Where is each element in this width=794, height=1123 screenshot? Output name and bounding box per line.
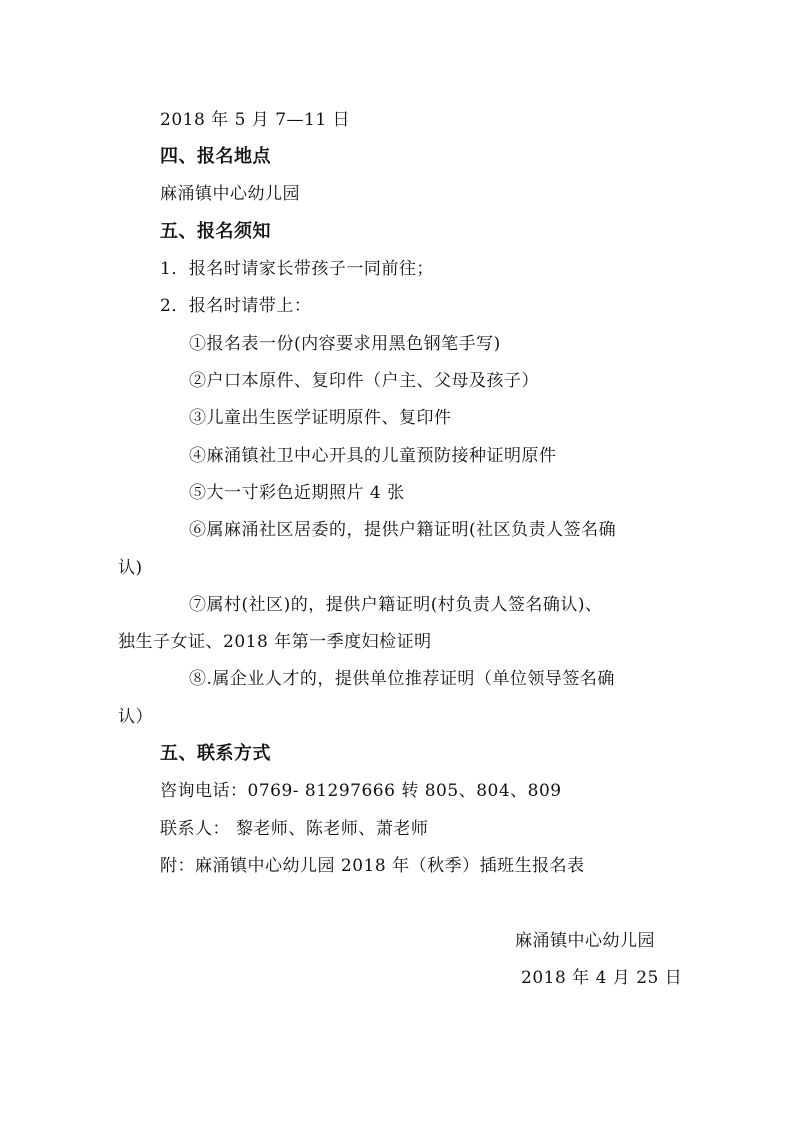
material-item-1: ①报名表一份(内容要求用黑色钢笔手写) — [189, 334, 501, 354]
contact-phone: 咨询电话：0769- 81297666 转 805、804、809 — [160, 781, 562, 801]
material-item-3: ③儿童出生医学证明原件、复印件 — [189, 408, 452, 428]
signature-org: 麻涌镇中心幼儿园 — [515, 931, 655, 951]
attachment-note: 附：麻涌镇中心幼儿园 2018 年（秋季）插班生报名表 — [160, 856, 585, 876]
material-item-7: ⑦属村(社区)的，提供户籍证明(村负责人签名确认)、 — [189, 595, 603, 615]
enrollment-dates: 2018 年 5 月 7—11 日 — [160, 110, 351, 130]
contact-heading: 五、联系方式 — [160, 743, 271, 764]
signature-date: 2018 年 4 月 25 日 — [521, 968, 683, 988]
material-item-6: ⑥属麻涌社区居委的，提供户籍证明(社区负责人签名确 — [189, 520, 617, 540]
material-item-7-cont: 独生子女证、2018 年第一季度妇检证明 — [118, 632, 432, 652]
material-item-5: ⑤大一寸彩色近期照片 4 张 — [189, 483, 405, 503]
enrollment-location: 麻涌镇中心幼儿园 — [160, 184, 300, 204]
material-item-8-cont: 认） — [118, 707, 153, 727]
notice-item-2: 2．报名时请带上： — [160, 296, 312, 316]
material-item-4: ④麻涌镇社卫中心开具的儿童预防接种证明原件 — [189, 446, 557, 466]
section-5-heading: 五、报名须知 — [160, 221, 271, 242]
section-4-heading: 四、报名地点 — [160, 146, 271, 167]
material-item-2: ②户口本原件、复印件（户主、父母及孩子） — [189, 371, 539, 391]
contact-persons: 联系人： 黎老师、陈老师、萧老师 — [160, 819, 429, 839]
material-item-8: ⑧.属企业人才的，提供单位推荐证明（单位领导签名确 — [189, 669, 615, 689]
material-item-6-cont: 认) — [118, 558, 143, 578]
notice-item-1: 1．报名时请家长带孩子一同前往； — [160, 259, 434, 279]
